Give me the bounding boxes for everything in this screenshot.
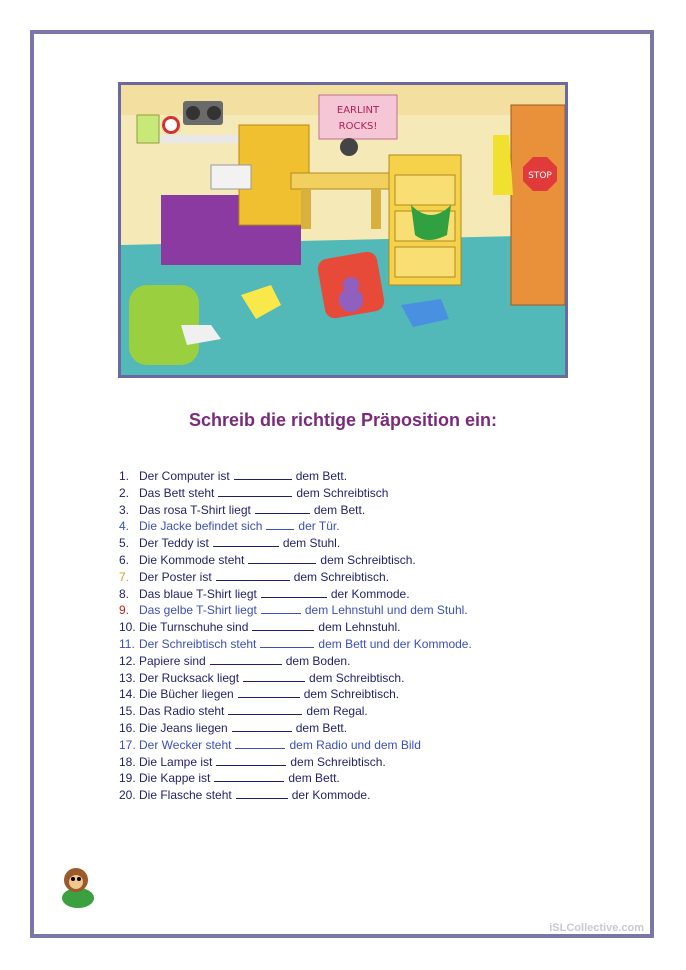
sentence-start: Der Rucksack liegt xyxy=(139,670,240,685)
exercise-item xyxy=(119,619,472,636)
sentence-end: dem Bett. xyxy=(313,502,366,517)
answer-blank[interactable] xyxy=(214,771,284,782)
item-number: 18. xyxy=(119,754,136,769)
exercise-item xyxy=(119,485,472,502)
stop-sign-text: STOP xyxy=(528,171,552,181)
item-number: 5. xyxy=(119,536,130,551)
exercise-item xyxy=(119,720,472,737)
item-number: 15. xyxy=(119,704,136,719)
sentence-end: dem Lehnstuhl. xyxy=(318,620,401,635)
answer-blank[interactable] xyxy=(235,738,285,749)
sentence-start: Die Kappe ist xyxy=(139,771,211,786)
sentence-end: dem Boden. xyxy=(285,653,351,668)
sentence-end: dem Bett. xyxy=(295,720,348,735)
poster-line-2: ROCKS! xyxy=(338,121,378,132)
sentence-end: dem Schreibtisch. xyxy=(293,569,390,584)
item-number: 9. xyxy=(119,603,130,618)
exercise-item xyxy=(119,552,472,569)
exercise-item xyxy=(119,737,472,754)
sentence-end: der Kommode. xyxy=(330,586,410,601)
isl-collective-logo: iSLCollective.com xyxy=(549,922,644,934)
exercise-item xyxy=(119,602,472,619)
sentence-end: dem Schreibtisch. xyxy=(303,687,400,702)
answer-blank[interactable] xyxy=(228,704,302,715)
item-number: 19. xyxy=(119,771,136,786)
sentence-start: Die Lampe ist xyxy=(139,754,213,769)
item-number: 16. xyxy=(119,720,136,735)
sentence-start: Das Radio steht xyxy=(139,704,225,719)
item-number: 13. xyxy=(119,670,136,685)
item-number: 2. xyxy=(119,485,130,500)
exercise-item xyxy=(119,586,472,603)
answer-blank[interactable] xyxy=(261,603,301,614)
sentence-end: der Kommode. xyxy=(291,788,371,803)
sentence-start: Das Bett steht xyxy=(139,485,215,500)
exercise-item xyxy=(119,569,472,586)
answer-blank[interactable] xyxy=(252,620,314,631)
sentence-end: dem Schreibtisch. xyxy=(290,754,386,769)
answer-blank[interactable] xyxy=(261,587,327,598)
answer-blank[interactable] xyxy=(255,503,310,514)
sentence-start: Papiere sind xyxy=(139,653,206,668)
sentence-start: Das gelbe T-Shirt liegt xyxy=(139,603,257,618)
answer-blank[interactable] xyxy=(266,519,294,530)
answer-blank[interactable] xyxy=(236,788,288,799)
sentence-end: dem Radio und dem Bild xyxy=(289,737,421,752)
item-number: 8. xyxy=(119,586,130,601)
item-number: 17. xyxy=(119,737,136,752)
sentence-end: dem Bett. xyxy=(295,469,348,483)
exercise-item xyxy=(119,502,472,519)
answer-blank[interactable] xyxy=(216,755,286,766)
item-number: 11. xyxy=(119,636,135,651)
answer-blank[interactable] xyxy=(213,536,279,547)
exercise-list xyxy=(119,468,472,804)
bedroom-illustration xyxy=(118,82,568,378)
sentence-end: dem Bett und der Kommode. xyxy=(318,636,472,651)
exercise-item xyxy=(119,703,472,720)
item-number: 14. xyxy=(119,687,136,702)
item-number: 6. xyxy=(119,552,130,567)
sentence-start: Die Flasche steht xyxy=(139,788,232,803)
sentence-end: der Tür. xyxy=(298,519,340,534)
sentence-start: Die Jacke befindet sich xyxy=(139,519,263,534)
item-number: 10. xyxy=(119,620,136,635)
sentence-start: Die Turnschuhe sind xyxy=(139,620,249,635)
answer-blank[interactable] xyxy=(216,570,290,581)
exercise-item xyxy=(119,754,472,771)
monkey-mascot-icon xyxy=(58,864,98,915)
sentence-end: dem Schreibtisch xyxy=(296,485,389,500)
sentence-end: dem Bett. xyxy=(288,771,340,786)
answer-blank[interactable] xyxy=(210,654,282,665)
item-number: 7. xyxy=(119,569,130,584)
sentence-start: Der Wecker steht xyxy=(139,737,232,752)
answer-blank[interactable] xyxy=(234,469,292,480)
item-number: 20. xyxy=(119,788,136,803)
exercise-item xyxy=(119,686,472,703)
sentence-start: Der Computer ist xyxy=(139,469,230,483)
poster-line-1: EARLINT xyxy=(336,105,380,116)
sentence-start: Der Schreibtisch steht xyxy=(139,636,257,651)
sentence-end: dem Schreibtisch. xyxy=(309,670,405,685)
sentence-start: Das rosa T-Shirt liegt xyxy=(139,502,251,517)
sentence-end: dem Stuhl. xyxy=(282,536,341,551)
exercise-item xyxy=(119,535,472,552)
item-number: 3. xyxy=(119,502,130,517)
item-number: 1. xyxy=(119,469,130,483)
sentence-start: Die Jeans liegen xyxy=(139,720,228,735)
exercise-item xyxy=(119,770,472,787)
exercise-item xyxy=(119,636,472,653)
exercise-item xyxy=(119,670,472,687)
worksheet-heading: Schreib die richtige Präposition ein: xyxy=(188,410,498,430)
bedroom-scene xyxy=(121,85,565,375)
sentence-start: Die Kommode steht xyxy=(139,552,245,567)
answer-blank[interactable] xyxy=(238,687,300,698)
exercise-item xyxy=(119,787,472,804)
sentence-start: Das blaue T-Shirt liegt xyxy=(139,586,257,601)
sentence-start: Der Teddy ist xyxy=(139,536,209,551)
answer-blank[interactable] xyxy=(243,671,305,682)
sentence-end: dem Regal. xyxy=(306,704,368,719)
sentence-end: dem Lehnstuhl und dem Stuhl. xyxy=(304,603,468,618)
sentence-start: Die Bücher liegen xyxy=(139,687,234,702)
sentence-end: dem Schreibtisch. xyxy=(320,552,416,567)
answer-blank[interactable] xyxy=(232,721,292,732)
sentence-start: Der Poster ist xyxy=(139,569,212,584)
exercise-item xyxy=(119,518,472,535)
item-number: 12. xyxy=(119,653,136,668)
item-number: 4. xyxy=(119,519,130,534)
exercise-item xyxy=(119,653,472,670)
answer-blank[interactable] xyxy=(218,486,292,497)
exercise-item xyxy=(119,468,472,485)
answer-blank[interactable] xyxy=(248,553,316,564)
answer-blank[interactable] xyxy=(260,637,314,648)
